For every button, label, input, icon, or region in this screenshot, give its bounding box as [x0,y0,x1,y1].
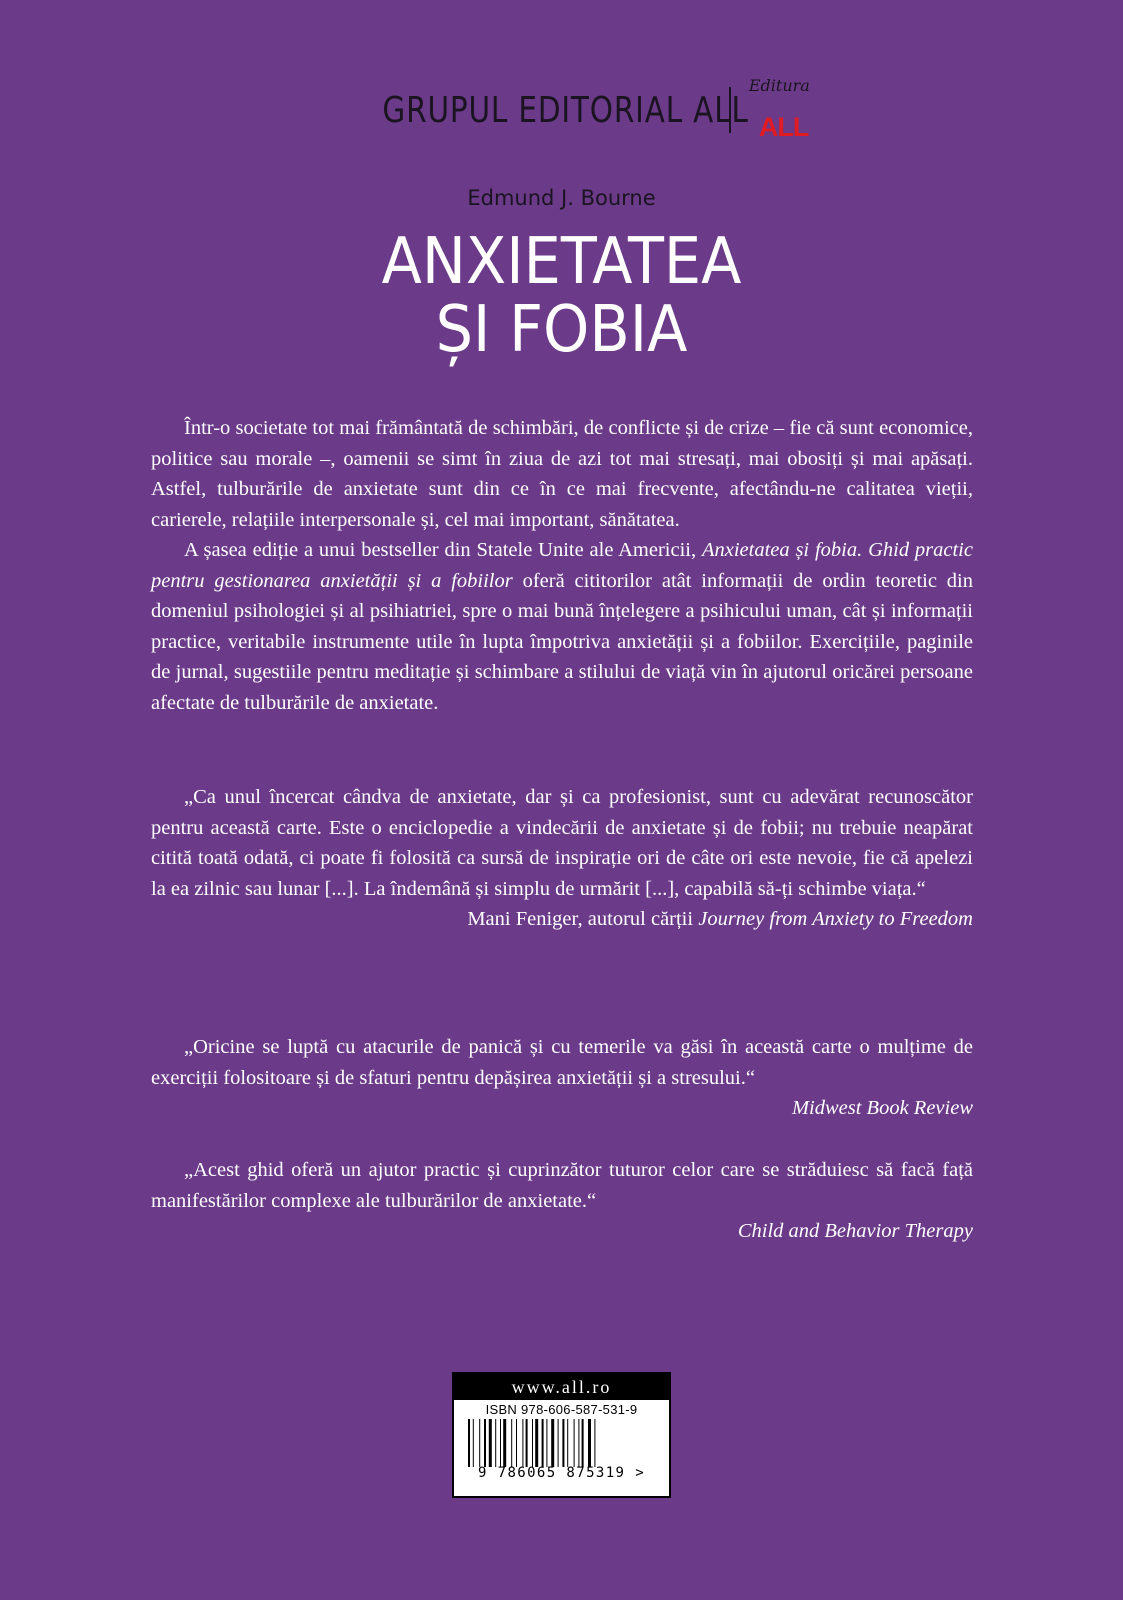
book-title-line-1: ANXIETATEA [381,225,742,299]
barcode-bar [468,1419,470,1467]
isbn-label: ISBN 978-606-587-531-9 [485,1402,638,1417]
book-title-line-2: ȘI FOBIA [435,293,688,367]
review-quote-text: „Oricine se luptă cu atacurile de panică și cu temerile va găsi în această carte o mulțime de exerciții folositoare și de sfaturi pentru depășirea anxietății și a stresului.“ [151,1036,973,1089]
publisher-header [0,76,1123,142]
logo-script-text: Editura [748,76,810,95]
review-quote-text: „Ca unul încercat cândva de anxietate, dar și ca profesionist, sunt cu adevărat recunoscător pentru această carte. Este o enciclopedie a vindecării de anxietate și de fobii; nu trebuie neapărat citită toată odată, ci poate fi folosită ca sursă de inspirație ori de câte ori este nevoie, fie că apelezi la ea zilnic sau lunar [...]. La îndemână și simplu de urmărit [...], capabilă să-ți schimbe viața.“ [151,786,973,900]
review-quote-source [151,1093,973,1124]
barcode-bar [472,1419,473,1467]
barcode-bar [557,1419,558,1467]
isbn-barcode-block [452,1372,671,1498]
description-paragraph-1: Într-o societate tot mai frământată de schimbări, de conflicte și de crize – fie că sunt economice, politice sau morale –, oamenii se simt în ziua de azi tot mai stresați, mai obosiți și mai apăsați. Astfel, tulburările de anxietate sunt din ce în ce mai frecvente, afectându-ne calitatea vieții, carierele, relațiile interpersonale și, cel mai important, sănătatea. [151,417,973,531]
description-p2-start: A șasea ediție a unui bestseller din Statele Unite ale Americii, [184,539,702,561]
barcode-bar [562,1419,564,1467]
author-name: Edmund J. Bourne [467,186,656,210]
publisher-name: GRUPUL EDITORIAL ALL [382,89,749,131]
review-source-title: Child and Behavior Therapy [737,1220,973,1242]
review-source-prefix: Mani Feniger, autorul cărții [467,908,699,930]
barcode-bar [541,1419,543,1467]
barcode-bar [567,1419,568,1467]
barcode-bar [535,1419,538,1467]
barcode-bar [578,1419,579,1467]
book-description [151,413,973,718]
barcode-bar [581,1419,583,1467]
barcode-bar [495,1419,496,1467]
barcode-bar [588,1419,591,1467]
review-quote-3 [151,1155,973,1247]
description-book-title: Anxietatea și fobia. Ghid practic pentru gestionarea anxietății și a fobiilor [151,539,973,592]
barcode-bar [500,1419,501,1467]
review-source-title: Midwest Book Review [791,1097,973,1119]
barcode-bar [594,1419,595,1467]
publisher-website: www.all.ro [454,1374,669,1400]
review-quote-text: „Acest ghid oferă un ajutor practic și cuprinzător tuturor celor care se străduiesc să facă față manifestărilor complexe ale tulburărilor de anxietate.“ [151,1159,973,1212]
barcode-bar [532,1419,533,1467]
barcode-bar [522,1419,523,1467]
barcode-bar [546,1419,547,1467]
barcode-bar [484,1419,486,1467]
barcode-bar [503,1419,506,1467]
barcode-bars [462,1419,662,1467]
book-title [0,225,1123,367]
review-source-title: Journey from Anxiety to Freedom [698,908,973,930]
barcode-bar [516,1419,517,1467]
barcode-bar [573,1419,574,1467]
barcode-digits: 9 786065 875319 > [477,1465,646,1481]
review-quote-1 [151,782,973,935]
description-paragraph-2 [151,535,973,718]
publisher-logo [748,76,821,142]
review-quote-source [151,904,973,935]
logo-mark-text: ALL [758,112,809,142]
review-quote-2 [151,1032,973,1124]
barcode-bar [479,1419,480,1467]
description-p2-end: oferă cititorilor atât informații de ordin teoretic din domeniul psihologiei și al psihiatriei, spre o mai bună înțelegere a psihicului uman, cât și informații practice, veritabile instrumente utile în lupta împotriva anxietății și a fobiilor. Exercițiile, paginile de jurnal, sugestiile pentru meditație și schimbare a stilului de viață vin în ajutorul oricărei persoane afectate de tulburările de anxietate. [151,569,974,714]
review-quote-source [151,1216,973,1247]
barcode-bar [551,1419,554,1467]
barcode-bar [488,1419,491,1467]
barcode-bar [525,1419,527,1467]
barcode-bar [511,1419,512,1467]
